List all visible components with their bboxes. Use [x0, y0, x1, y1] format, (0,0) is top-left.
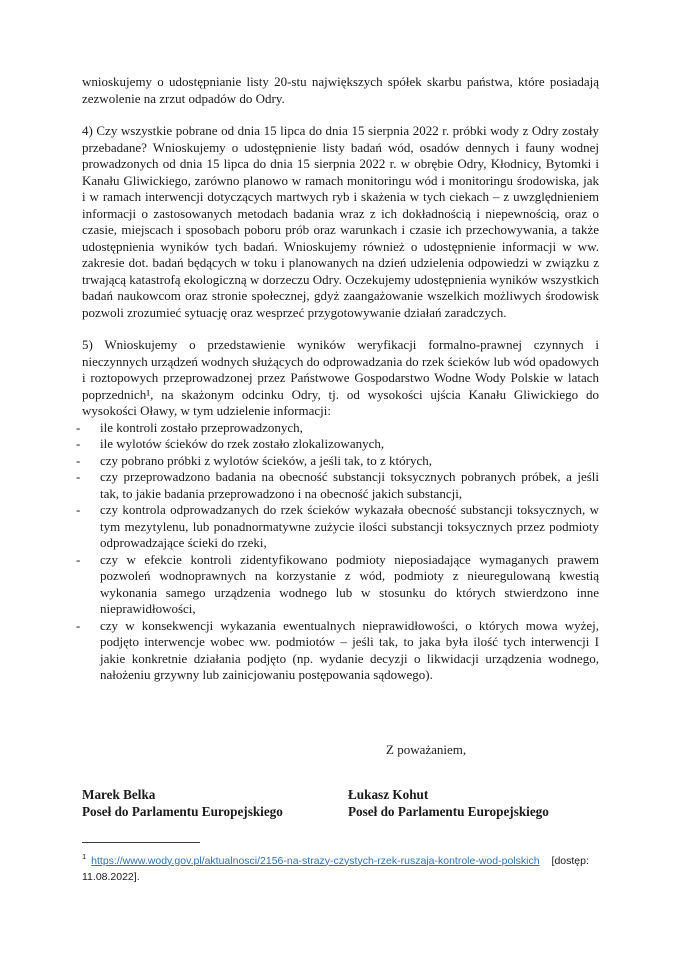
paragraph-point-4: 4) Czy wszystkie pobrane od dnia 15 lipca do dnia 15 sierpnia 2022 r. próbki wody z Odry zostały przebadane? Wnioskujemy o udostępnienie listy badań wód, osadów dennych i fauny wodnej prowadzonych od dnia 15 lipca do dnia 15 sierpnia 2022 r. w obrębie Odry, Kłodnicy, Bytomki i Kanału Gliwickiego, zarówno planowo w ramach monitoringu wód i monitoringu środowiska, jak i w ramach interwencji dotyczących martwych ryb i skażenia w tych ciekach – z uwzględnieniem informacji o zastosowanych metodach badania wraz z ich dokładnością i niepewnością, oraz o czasie, miejscach i sposobach poboru prób oraz warunkach i czasie ich przechowywania, a także udostępnienia wyników tych badań. Wnioskujemy również o udostępnienie informacji w ww. zakresie dot. badań będących w toku i planowanych na dzień udzielenia odpowiedzi w związku z trwającą katastrofą ekologiczną w dorzeczu Odry. Oczekujemy udostępnienia wyników wszystkich badań naukowcom oraz stronie społecznej, gdyż zaangażowanie wszelkich możliwych środowisk pozwoli zrozumieć sytuację oraz wesprzeć przygotowywanie działań zaradczych.: [82, 123, 599, 320]
footnote-line: [82, 852, 589, 867]
letter-body: [76, 74, 599, 684]
footnote-access-label: [dostęp:: [551, 854, 589, 867]
list-item: [76, 617, 599, 684]
list-item: [76, 419, 599, 437]
list-item-text: ile wylotów ścieków do rzek zostało zlokalizowanych,: [100, 436, 385, 451]
footnote-separator: [82, 842, 200, 843]
paragraph-intro: wnioskujemy o udostępnianie listy 20-stu największych spółek skarbu państwa, które posiadają zezwolenie na zrzut odpadów do Odry.: [82, 74, 599, 106]
list-dash-marker: -: [76, 469, 81, 484]
footnote-link[interactable]: https://www.wody.gov.pl/aktualnosci/2156-na-strazy-czystych-rzek-ruszaja-kontrole-wod-polskich: [91, 854, 540, 867]
paragraph-point-5: 5) Wnioskujemy o przedstawienie wyników weryfikacji formalno-prawnej czynnych i nieczynnych urządzeń wodnych służących do odprowadzania do rzek ścieków lub wód opadowych i roztopowych przeprowadzonej przez Państwowe Gospodarstwo Wodne Wody Polskie w latach poprzednich¹, na skażonym odcinku Odry, tj. od wysokości ujścia Kanału Gliwickiego do wysokości Oławy, w tym udzielenie informacji:: [82, 337, 599, 418]
list-dash-marker: -: [76, 617, 81, 633]
list-dash-marker: -: [76, 452, 81, 468]
list-dash-marker: -: [76, 419, 81, 435]
footnote-access-date: 11.08.2022].: [82, 870, 140, 883]
footnote-marker: 1: [82, 852, 87, 861]
signature-right: [348, 786, 599, 820]
list-item: [76, 452, 599, 470]
list-item-text: czy przeprowadzono badania na obecność substancji toksycznych pobranych próbek, a jeśli tak, to jakie badania przeprowadzono i na obecność jakich substancji,: [100, 469, 599, 501]
list-dash-marker: -: [76, 502, 81, 517]
footnote: [82, 849, 642, 885]
signatory-title: Poseł do Parlamentu Europejskiego: [348, 804, 549, 819]
list-item-text: czy kontrola odprowadzanych do rzek ścieków wykazała obecność substancji toksycznych, w tym mezytylenu, lub ponadnormatywne zużycie ilości substancji toksycznych przez podmioty odprowadzające ścieki do rzeki,: [100, 502, 599, 550]
signatory-name: Łukasz Kohut: [348, 787, 429, 802]
list-item-text: ile kontroli zostało przeprowadzonych,: [100, 419, 303, 435]
list-item: [76, 436, 599, 453]
closing-salutation: Z poważaniem,: [386, 742, 467, 757]
signature-left: [82, 786, 348, 820]
list-dash-marker: -: [76, 436, 81, 451]
signatory-title: Poseł do Parlamentu Europejskiego: [82, 804, 283, 819]
signatory-name: Marek Belka: [82, 787, 156, 802]
list-item: [76, 551, 599, 618]
request-list: [76, 419, 599, 684]
list-item: [76, 469, 599, 502]
list-item-text: czy w efekcie kontroli zidentyfikowano podmioty nieposiadające wymaganych prawem pozwoleń wodnoprawnych na korzystanie z wód, podmioty z nieuregulowaną kwestią wykonania samego urządzenia wodnego lub w stosunku do których stwierdzono inne nieprawidłowości,: [100, 551, 599, 616]
list-item: [76, 502, 599, 552]
list-dash-marker: -: [76, 551, 81, 567]
list-item-text: czy pobrano próbki z wylotów ścieków, a jeśli tak, to z których,: [100, 452, 433, 468]
signature-block: [82, 786, 599, 820]
list-item-text: czy w konsekwencji wykazania ewentualnych nieprawidłowości, o których mowa wyżej, podjęto interwencje wobec ww. podmiotów – jeśli tak, to jaka była ilość tych interwencji I jakie konkretnie działania podjęto (np. wydanie decyzji o likwidacji urządzenia wodnego, nałożeniu grzywny lub zainicjowaniu postępowania sądowego).: [100, 617, 599, 682]
